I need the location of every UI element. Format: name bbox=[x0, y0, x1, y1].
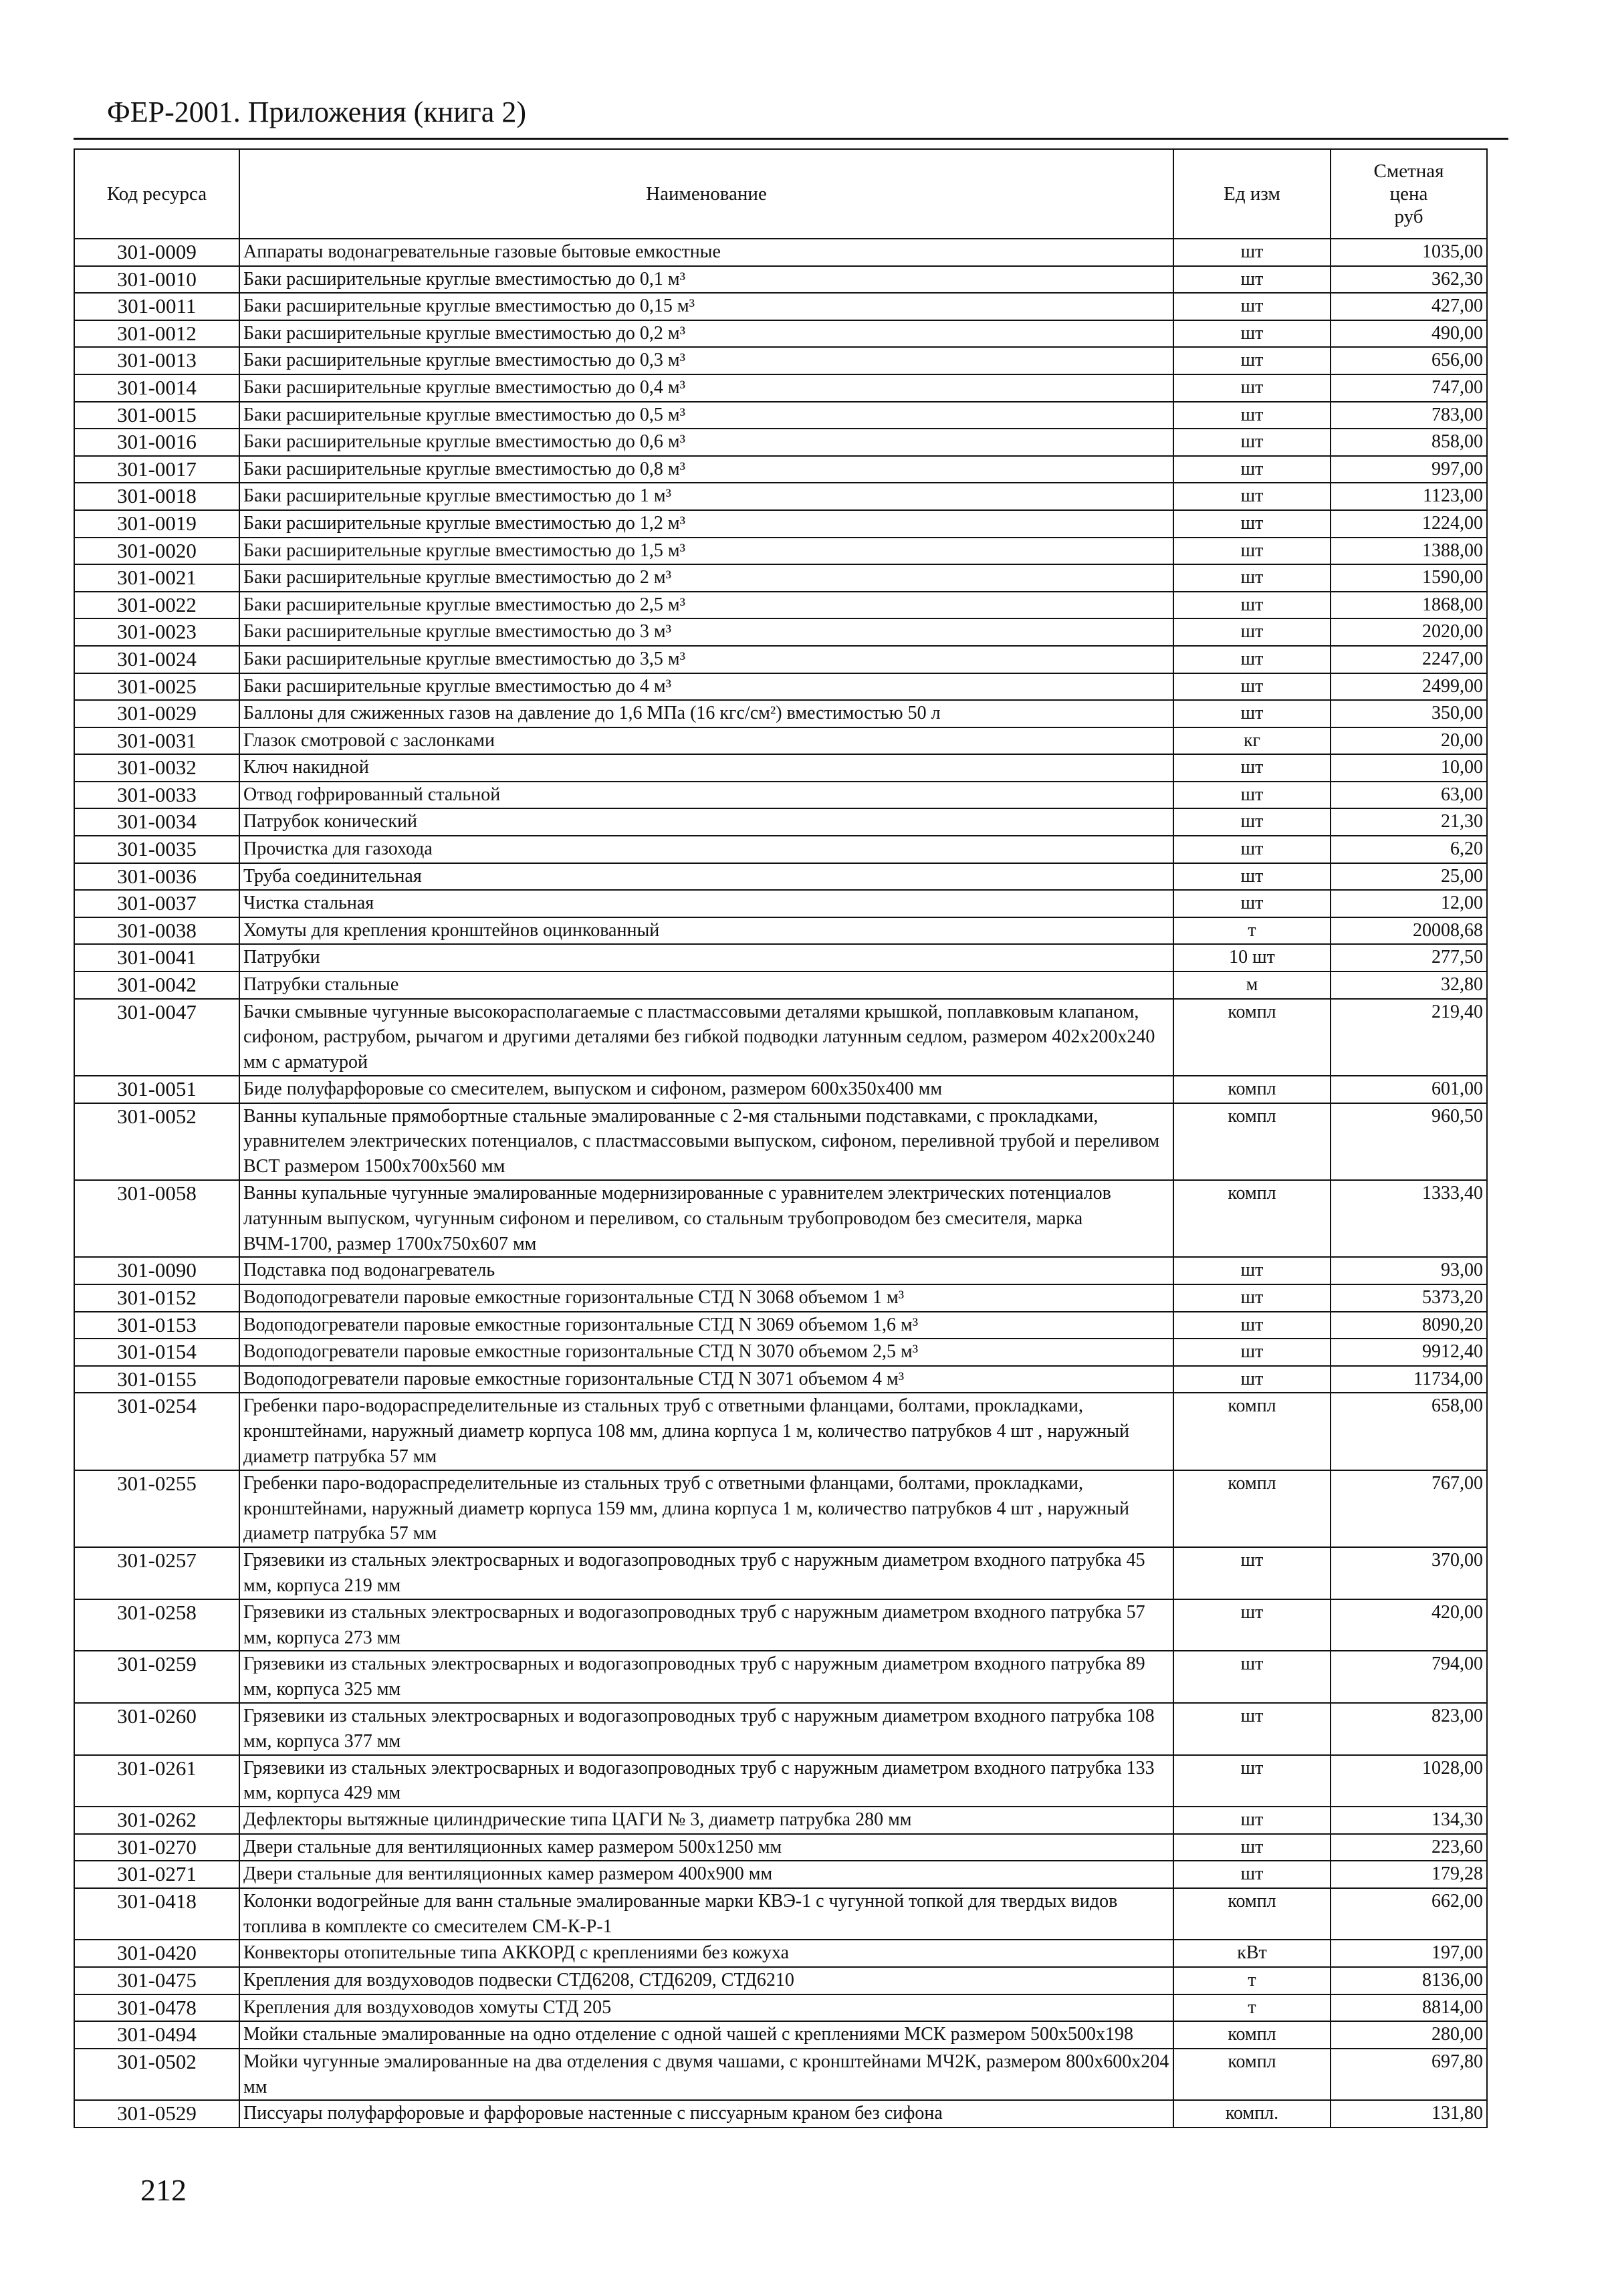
cell-unit: шт bbox=[1173, 1312, 1331, 1339]
cell-code: 301-0154 bbox=[74, 1339, 239, 1366]
cell-price: 2499,00 bbox=[1331, 673, 1487, 701]
cell-code: 301-0255 bbox=[74, 1470, 239, 1547]
cell-code: 301-0261 bbox=[74, 1755, 239, 1807]
table-row bbox=[74, 1180, 1487, 1257]
cell-code: 301-0478 bbox=[74, 1994, 239, 2022]
cell-price: 1388,00 bbox=[1331, 538, 1487, 565]
table-row bbox=[74, 1755, 1487, 1807]
cell-price: 2247,00 bbox=[1331, 646, 1487, 673]
cell-unit: т bbox=[1173, 1994, 1331, 2022]
cell-name: Конвекторы отопительные типа АККОРД с креплениями без кожуха bbox=[239, 1940, 1173, 1967]
cell-unit: шт bbox=[1173, 1861, 1331, 1888]
cell-unit: шт bbox=[1173, 1651, 1331, 1703]
cell-price: 11734,00 bbox=[1331, 1366, 1487, 1393]
cell-price: 662,00 bbox=[1331, 1888, 1487, 1940]
cell-unit: 10 шт bbox=[1173, 944, 1331, 971]
cell-name: Ванны купальные чугунные эмалированные модернизированные с уравнителем электрических потенциалов латунным выпуском, чугунным сифоном и переливом, со стальным трубопроводом без смесителя, марка ВЧМ-1700, размер 1700х750х607 мм bbox=[239, 1180, 1173, 1257]
cell-price: 427,00 bbox=[1331, 293, 1487, 320]
cell-unit: шт bbox=[1173, 266, 1331, 294]
cell-unit: шт bbox=[1173, 1755, 1331, 1807]
table-row bbox=[74, 727, 1487, 755]
cell-code: 301-0012 bbox=[74, 320, 239, 348]
cell-code: 301-0023 bbox=[74, 618, 239, 646]
table-row bbox=[74, 2100, 1487, 2128]
cell-code: 301-0013 bbox=[74, 347, 239, 374]
cell-unit: компл bbox=[1173, 1180, 1331, 1257]
cell-price: 219,40 bbox=[1331, 999, 1487, 1076]
cell-code: 301-0010 bbox=[74, 266, 239, 294]
cell-name: Ключ накидной bbox=[239, 754, 1173, 782]
cell-unit: шт bbox=[1173, 782, 1331, 809]
cell-name: Грязевики из стальных электросварных и водогазопроводных труб с наружным диаметром входного патрубка 45 мм, корпуса 219 мм bbox=[239, 1547, 1173, 1599]
table-row bbox=[74, 1703, 1487, 1755]
cell-unit: шт bbox=[1173, 429, 1331, 456]
cell-price: 767,00 bbox=[1331, 1470, 1487, 1547]
cell-name: Гребенки паро-водораспределительные из стальных труб с ответными фланцами, болтами, прокладками, кронштейнами, наружный диаметр корпуса 108 мм, длина корпуса 1 м, количество патрубков 4 шт , наружный диаметр патрубка 57 мм bbox=[239, 1393, 1173, 1470]
cell-code: 301-0024 bbox=[74, 646, 239, 673]
cell-unit: компл bbox=[1173, 1393, 1331, 1470]
cell-unit: шт bbox=[1173, 483, 1331, 510]
cell-code: 301-0155 bbox=[74, 1366, 239, 1393]
cell-unit: шт bbox=[1173, 1599, 1331, 1651]
cell-name: Хомуты для крепления кронштейнов оцинкованный bbox=[239, 917, 1173, 945]
cell-name: Баки расширительные круглые вместимостью до 0,5 м³ bbox=[239, 402, 1173, 429]
cell-code: 301-0257 bbox=[74, 1547, 239, 1599]
cell-unit: шт bbox=[1173, 836, 1331, 863]
table-row bbox=[74, 320, 1487, 348]
column-header-price bbox=[1331, 149, 1487, 239]
cell-name: Патрубки стальные bbox=[239, 971, 1173, 999]
table-row bbox=[74, 1257, 1487, 1284]
cell-unit: кг bbox=[1173, 727, 1331, 755]
cell-price: 8136,00 bbox=[1331, 1967, 1487, 1994]
cell-price: 350,00 bbox=[1331, 700, 1487, 727]
column-header-name: Наименование bbox=[239, 149, 1173, 239]
cell-name: Баки расширительные круглые вместимостью до 0,3 м³ bbox=[239, 347, 1173, 374]
cell-name: Грязевики из стальных электросварных и водогазопроводных труб с наружным диаметром входного патрубка 133 мм, корпуса 429 мм bbox=[239, 1755, 1173, 1807]
table-row bbox=[74, 1994, 1487, 2022]
cell-unit: шт bbox=[1173, 1284, 1331, 1312]
price-table bbox=[74, 148, 1488, 2128]
cell-name: Мойки стальные эмалированные на одно отделение с одной чашей с креплениями МСК размером 500х500х198 bbox=[239, 2021, 1173, 2049]
cell-unit: шт bbox=[1173, 592, 1331, 619]
cell-price: 21,30 bbox=[1331, 808, 1487, 836]
table-row bbox=[74, 347, 1487, 374]
cell-unit: шт bbox=[1173, 374, 1331, 402]
table-row bbox=[74, 456, 1487, 483]
cell-price: 25,00 bbox=[1331, 863, 1487, 891]
cell-name: Бачки смывные чугунные высокорасполагаемые с пластмассовыми деталями крышкой, поплавковым клапаном, сифоном, раструбом, рычагом и другими деталями без гибкой подводки латунным седлом, размером 402х200х240 мм с арматурой bbox=[239, 999, 1173, 1076]
cell-name: Крепления для воздуховодов подвески СТД6208, СТД6209, СТД6210 bbox=[239, 1967, 1173, 1994]
cell-name: Труба соединительная bbox=[239, 863, 1173, 891]
cell-unit: шт bbox=[1173, 646, 1331, 673]
page-number: 212 bbox=[140, 2173, 187, 2207]
cell-code: 301-0494 bbox=[74, 2021, 239, 2049]
table-row bbox=[74, 1076, 1487, 1103]
cell-name: Двери стальные для вентиляционных камер размером 500х1250 мм bbox=[239, 1834, 1173, 1861]
cell-name: Баки расширительные круглые вместимостью до 3 м³ bbox=[239, 618, 1173, 646]
cell-name: Баки расширительные круглые вместимостью до 4 м³ bbox=[239, 673, 1173, 701]
cell-code: 301-0038 bbox=[74, 917, 239, 945]
table-row bbox=[74, 863, 1487, 891]
table-row bbox=[74, 2021, 1487, 2049]
cell-price: 490,00 bbox=[1331, 320, 1487, 348]
cell-price: 783,00 bbox=[1331, 402, 1487, 429]
cell-code: 301-0502 bbox=[74, 2049, 239, 2101]
cell-unit: компл bbox=[1173, 1470, 1331, 1547]
cell-code: 301-0022 bbox=[74, 592, 239, 619]
cell-name: Баки расширительные круглые вместимостью до 2,5 м³ bbox=[239, 592, 1173, 619]
cell-price: 93,00 bbox=[1331, 1257, 1487, 1284]
cell-name: Глазок смотровой с заслонками bbox=[239, 727, 1173, 755]
cell-unit: компл bbox=[1173, 1103, 1331, 1180]
cell-unit: шт bbox=[1173, 1547, 1331, 1599]
cell-code: 301-0260 bbox=[74, 1703, 239, 1755]
cell-code: 301-0020 bbox=[74, 538, 239, 565]
table-row bbox=[74, 1366, 1487, 1393]
table-row bbox=[74, 646, 1487, 673]
cell-price: 8814,00 bbox=[1331, 1994, 1487, 2022]
table-row bbox=[74, 2049, 1487, 2101]
cell-price: 20,00 bbox=[1331, 727, 1487, 755]
cell-code: 301-0018 bbox=[74, 483, 239, 510]
cell-name: Прочистка для газохода bbox=[239, 836, 1173, 863]
cell-unit: шт bbox=[1173, 510, 1331, 538]
cell-unit: т bbox=[1173, 917, 1331, 945]
cell-price: 858,00 bbox=[1331, 429, 1487, 456]
cell-price: 197,00 bbox=[1331, 1940, 1487, 1967]
table-row bbox=[74, 700, 1487, 727]
cell-code: 301-0262 bbox=[74, 1807, 239, 1834]
cell-name: Баллоны для сжиженных газов на давление до 1,6 МПа (16 кгс/см²) вместимостью 50 л bbox=[239, 700, 1173, 727]
cell-code: 301-0034 bbox=[74, 808, 239, 836]
table-row bbox=[74, 293, 1487, 320]
cell-code: 301-0058 bbox=[74, 1180, 239, 1257]
cell-unit: компл bbox=[1173, 1076, 1331, 1103]
cell-code: 301-0021 bbox=[74, 564, 239, 592]
cell-unit: шт bbox=[1173, 618, 1331, 646]
cell-price: 134,30 bbox=[1331, 1807, 1487, 1834]
column-header-price-line2: цена bbox=[1389, 183, 1428, 205]
table-row bbox=[74, 1861, 1487, 1888]
cell-price: 20008,68 bbox=[1331, 917, 1487, 945]
table-row bbox=[74, 1470, 1487, 1547]
column-header-price-line1: Сметная bbox=[1373, 160, 1444, 182]
cell-name: Дефлекторы вытяжные цилиндрические типа ЦАГИ № 3, диаметр патрубка 280 мм bbox=[239, 1807, 1173, 1834]
table-row bbox=[74, 890, 1487, 917]
cell-name: Крепления для воздуховодов хомуты СТД 205 bbox=[239, 1994, 1173, 2022]
cell-code: 301-0025 bbox=[74, 673, 239, 701]
cell-name: Грязевики из стальных электросварных и водогазопроводных труб с наружным диаметром входного патрубка 89 мм, корпуса 325 мм bbox=[239, 1651, 1173, 1703]
table-row bbox=[74, 1284, 1487, 1312]
table-body bbox=[74, 239, 1487, 2128]
cell-price: 656,00 bbox=[1331, 347, 1487, 374]
cell-name: Грязевики из стальных электросварных и водогазопроводных труб с наружным диаметром входного патрубка 108 мм, корпуса 377 мм bbox=[239, 1703, 1173, 1755]
cell-code: 301-0042 bbox=[74, 971, 239, 999]
cell-unit: компл bbox=[1173, 2049, 1331, 2101]
table-row bbox=[74, 808, 1487, 836]
table-row bbox=[74, 1599, 1487, 1651]
cell-unit: шт bbox=[1173, 1703, 1331, 1755]
cell-name: Патрубки bbox=[239, 944, 1173, 971]
cell-unit: шт bbox=[1173, 1366, 1331, 1393]
cell-price: 1590,00 bbox=[1331, 564, 1487, 592]
cell-unit: шт bbox=[1173, 564, 1331, 592]
cell-code: 301-0420 bbox=[74, 1940, 239, 1967]
cell-price: 697,80 bbox=[1331, 2049, 1487, 2101]
cell-name: Водоподогреватели паровые емкостные горизонтальные СТД N 3070 объемом 2,5 м³ bbox=[239, 1339, 1173, 1366]
table-row bbox=[74, 510, 1487, 538]
table-row bbox=[74, 429, 1487, 456]
cell-price: 179,28 bbox=[1331, 1861, 1487, 1888]
table-row bbox=[74, 971, 1487, 999]
cell-name: Баки расширительные круглые вместимостью до 0,6 м³ bbox=[239, 429, 1173, 456]
cell-name: Биде полуфарфоровые со смесителем, выпуском и сифоном, размером 600х350х400 мм bbox=[239, 1076, 1173, 1103]
cell-code: 301-0529 bbox=[74, 2100, 239, 2128]
cell-price: 658,00 bbox=[1331, 1393, 1487, 1470]
cell-code: 301-0019 bbox=[74, 510, 239, 538]
cell-price: 1028,00 bbox=[1331, 1755, 1487, 1807]
cell-price: 823,00 bbox=[1331, 1703, 1487, 1755]
cell-unit: шт bbox=[1173, 538, 1331, 565]
cell-code: 301-0015 bbox=[74, 402, 239, 429]
cell-code: 301-0032 bbox=[74, 754, 239, 782]
cell-price: 2020,00 bbox=[1331, 618, 1487, 646]
cell-name: Патрубок конический bbox=[239, 808, 1173, 836]
cell-code: 301-0035 bbox=[74, 836, 239, 863]
cell-name: Баки расширительные круглые вместимостью до 1,2 м³ bbox=[239, 510, 1173, 538]
cell-price: 1224,00 bbox=[1331, 510, 1487, 538]
cell-name: Аппараты водонагревательные газовые бытовые емкостные bbox=[239, 239, 1173, 266]
cell-unit: шт bbox=[1173, 402, 1331, 429]
cell-price: 9912,40 bbox=[1331, 1339, 1487, 1366]
cell-unit: шт bbox=[1173, 890, 1331, 917]
cell-price: 370,00 bbox=[1331, 1547, 1487, 1599]
cell-code: 301-0029 bbox=[74, 700, 239, 727]
cell-unit: кВт bbox=[1173, 1940, 1331, 1967]
page-header-title: ФЕР-2001. Приложения (книга 2) bbox=[107, 96, 526, 128]
cell-name: Баки расширительные круглые вместимостью до 0,8 м³ bbox=[239, 456, 1173, 483]
cell-price: 5373,20 bbox=[1331, 1284, 1487, 1312]
table-row bbox=[74, 1547, 1487, 1599]
table-row bbox=[74, 618, 1487, 646]
cell-code: 301-0271 bbox=[74, 1861, 239, 1888]
cell-unit: шт bbox=[1173, 808, 1331, 836]
table-row bbox=[74, 1651, 1487, 1703]
cell-name: Двери стальные для вентиляционных камер размером 400х900 мм bbox=[239, 1861, 1173, 1888]
cell-code: 301-0270 bbox=[74, 1834, 239, 1861]
table-row bbox=[74, 1807, 1487, 1834]
cell-unit: компл bbox=[1173, 2021, 1331, 2049]
cell-price: 63,00 bbox=[1331, 782, 1487, 809]
table-row bbox=[74, 402, 1487, 429]
cell-name: Баки расширительные круглые вместимостью до 0,1 м³ bbox=[239, 266, 1173, 294]
cell-code: 301-0009 bbox=[74, 239, 239, 266]
table-row bbox=[74, 538, 1487, 565]
cell-unit: шт bbox=[1173, 320, 1331, 348]
cell-code: 301-0014 bbox=[74, 374, 239, 402]
cell-code: 301-0090 bbox=[74, 1257, 239, 1284]
table-row bbox=[74, 1339, 1487, 1366]
table-row bbox=[74, 374, 1487, 402]
cell-unit: шт bbox=[1173, 347, 1331, 374]
cell-price: 794,00 bbox=[1331, 1651, 1487, 1703]
cell-price: 1333,40 bbox=[1331, 1180, 1487, 1257]
cell-name: Мойки чугунные эмалированные на два отделения с двумя чашами, с кронштейнами МЧ2К, размером 800х600х204 мм bbox=[239, 2049, 1173, 2101]
cell-code: 301-0011 bbox=[74, 293, 239, 320]
cell-name: Баки расширительные круглые вместимостью до 0,4 м³ bbox=[239, 374, 1173, 402]
cell-price: 1035,00 bbox=[1331, 239, 1487, 266]
cell-name: Баки расширительные круглые вместимостью до 3,5 м³ bbox=[239, 646, 1173, 673]
cell-unit: шт bbox=[1173, 1834, 1331, 1861]
cell-price: 362,30 bbox=[1331, 266, 1487, 294]
cell-price: 601,00 bbox=[1331, 1076, 1487, 1103]
cell-unit: компл. bbox=[1173, 2100, 1331, 2128]
cell-unit: шт bbox=[1173, 1807, 1331, 1834]
cell-price: 960,50 bbox=[1331, 1103, 1487, 1180]
cell-price: 747,00 bbox=[1331, 374, 1487, 402]
cell-code: 301-0031 bbox=[74, 727, 239, 755]
cell-code: 301-0418 bbox=[74, 1888, 239, 1940]
table-row bbox=[74, 673, 1487, 701]
cell-code: 301-0259 bbox=[74, 1651, 239, 1703]
cell-name: Водоподогреватели паровые емкостные горизонтальные СТД N 3068 объемом 1 м³ bbox=[239, 1284, 1173, 1312]
column-header-code: Код ресурса bbox=[74, 149, 239, 239]
cell-name: Колонки водогрейные для ванн стальные эмалированные марки КВЭ-1 с чугунной топкой для твердых видов топлива в комплекте со смесителем СМ-К-Р-1 bbox=[239, 1888, 1173, 1940]
cell-unit: шт bbox=[1173, 700, 1331, 727]
cell-name: Писсуары полуфарфоровые и фарфоровые настенные с писсуарным краном без сифона bbox=[239, 2100, 1173, 2128]
table-row bbox=[74, 1888, 1487, 1940]
table-header-row bbox=[74, 149, 1487, 239]
cell-name: Подставка под водонагреватель bbox=[239, 1257, 1173, 1284]
cell-name: Грязевики из стальных электросварных и водогазопроводных труб с наружным диаметром входного патрубка 57 мм, корпуса 273 мм bbox=[239, 1599, 1173, 1651]
cell-name: Чистка стальная bbox=[239, 890, 1173, 917]
cell-unit: шт bbox=[1173, 863, 1331, 891]
table-row bbox=[74, 944, 1487, 971]
cell-name: Баки расширительные круглые вместимостью до 0,15 м³ bbox=[239, 293, 1173, 320]
cell-unit: шт bbox=[1173, 1339, 1331, 1366]
column-header-unit: Ед изм bbox=[1173, 149, 1331, 239]
cell-price: 280,00 bbox=[1331, 2021, 1487, 2049]
cell-name: Гребенки паро-водораспределительные из стальных труб с ответными фланцами, болтами, прокладками, кронштейнами, наружный диаметр корпуса 159 мм, длина корпуса 1 м, количество патрубков 4 шт , наружный диаметр патрубка 57 мм bbox=[239, 1470, 1173, 1547]
cell-price: 420,00 bbox=[1331, 1599, 1487, 1651]
cell-name: Баки расширительные круглые вместимостью до 0,2 м³ bbox=[239, 320, 1173, 348]
cell-code: 301-0052 bbox=[74, 1103, 239, 1180]
header-rule bbox=[74, 138, 1508, 140]
table-row bbox=[74, 754, 1487, 782]
table-row bbox=[74, 999, 1487, 1076]
table-row bbox=[74, 1967, 1487, 1994]
cell-code: 301-0016 bbox=[74, 429, 239, 456]
table-row bbox=[74, 836, 1487, 863]
table-row bbox=[74, 1393, 1487, 1470]
cell-price: 10,00 bbox=[1331, 754, 1487, 782]
cell-code: 301-0153 bbox=[74, 1312, 239, 1339]
cell-unit: шт bbox=[1173, 456, 1331, 483]
cell-price: 997,00 bbox=[1331, 456, 1487, 483]
table-row bbox=[74, 1834, 1487, 1861]
table-row bbox=[74, 483, 1487, 510]
cell-price: 32,80 bbox=[1331, 971, 1487, 999]
cell-code: 301-0475 bbox=[74, 1967, 239, 1994]
table-row bbox=[74, 1940, 1487, 1967]
cell-price: 6,20 bbox=[1331, 836, 1487, 863]
table-row bbox=[74, 564, 1487, 592]
column-header-price-line3: руб bbox=[1394, 206, 1423, 227]
table-row bbox=[74, 1103, 1487, 1180]
cell-name: Баки расширительные круглые вместимостью до 2 м³ bbox=[239, 564, 1173, 592]
cell-unit: компл bbox=[1173, 999, 1331, 1076]
cell-price: 8090,20 bbox=[1331, 1312, 1487, 1339]
cell-name: Водоподогреватели паровые емкостные горизонтальные СТД N 3071 объемом 4 м³ bbox=[239, 1366, 1173, 1393]
cell-code: 301-0258 bbox=[74, 1599, 239, 1651]
cell-price: 277,50 bbox=[1331, 944, 1487, 971]
cell-code: 301-0036 bbox=[74, 863, 239, 891]
cell-price: 1123,00 bbox=[1331, 483, 1487, 510]
cell-code: 301-0254 bbox=[74, 1393, 239, 1470]
cell-code: 301-0033 bbox=[74, 782, 239, 809]
cell-name: Баки расширительные круглые вместимостью до 1 м³ bbox=[239, 483, 1173, 510]
cell-price: 12,00 bbox=[1331, 890, 1487, 917]
cell-code: 301-0051 bbox=[74, 1076, 239, 1103]
cell-unit: т bbox=[1173, 1967, 1331, 1994]
cell-name: Баки расширительные круглые вместимостью до 1,5 м³ bbox=[239, 538, 1173, 565]
cell-price: 223,60 bbox=[1331, 1834, 1487, 1861]
cell-unit: м bbox=[1173, 971, 1331, 999]
cell-code: 301-0047 bbox=[74, 999, 239, 1076]
cell-code: 301-0152 bbox=[74, 1284, 239, 1312]
cell-name: Отвод гофрированный стальной bbox=[239, 782, 1173, 809]
cell-unit: шт bbox=[1173, 239, 1331, 266]
cell-unit: шт bbox=[1173, 293, 1331, 320]
cell-unit: компл bbox=[1173, 1888, 1331, 1940]
cell-price: 131,80 bbox=[1331, 2100, 1487, 2128]
cell-code: 301-0017 bbox=[74, 456, 239, 483]
cell-name: Ванны купальные прямобортные стальные эмалированные с 2-мя стальными подставками, с прокладками, уравнителем электрических потенциалов, с пластмассовыми выпуском, сифоном, переливной трубой и переливом ВСТ размером 1500х700х560 мм bbox=[239, 1103, 1173, 1180]
cell-unit: шт bbox=[1173, 1257, 1331, 1284]
cell-code: 301-0037 bbox=[74, 890, 239, 917]
cell-code: 301-0041 bbox=[74, 944, 239, 971]
cell-name: Водоподогреватели паровые емкостные горизонтальные СТД N 3069 объемом 1,6 м³ bbox=[239, 1312, 1173, 1339]
cell-price: 1868,00 bbox=[1331, 592, 1487, 619]
table-row bbox=[74, 782, 1487, 809]
cell-unit: шт bbox=[1173, 673, 1331, 701]
table-row bbox=[74, 239, 1487, 266]
cell-unit: шт bbox=[1173, 754, 1331, 782]
table-row bbox=[74, 266, 1487, 294]
table-row bbox=[74, 917, 1487, 945]
table-row bbox=[74, 1312, 1487, 1339]
table-row bbox=[74, 592, 1487, 619]
